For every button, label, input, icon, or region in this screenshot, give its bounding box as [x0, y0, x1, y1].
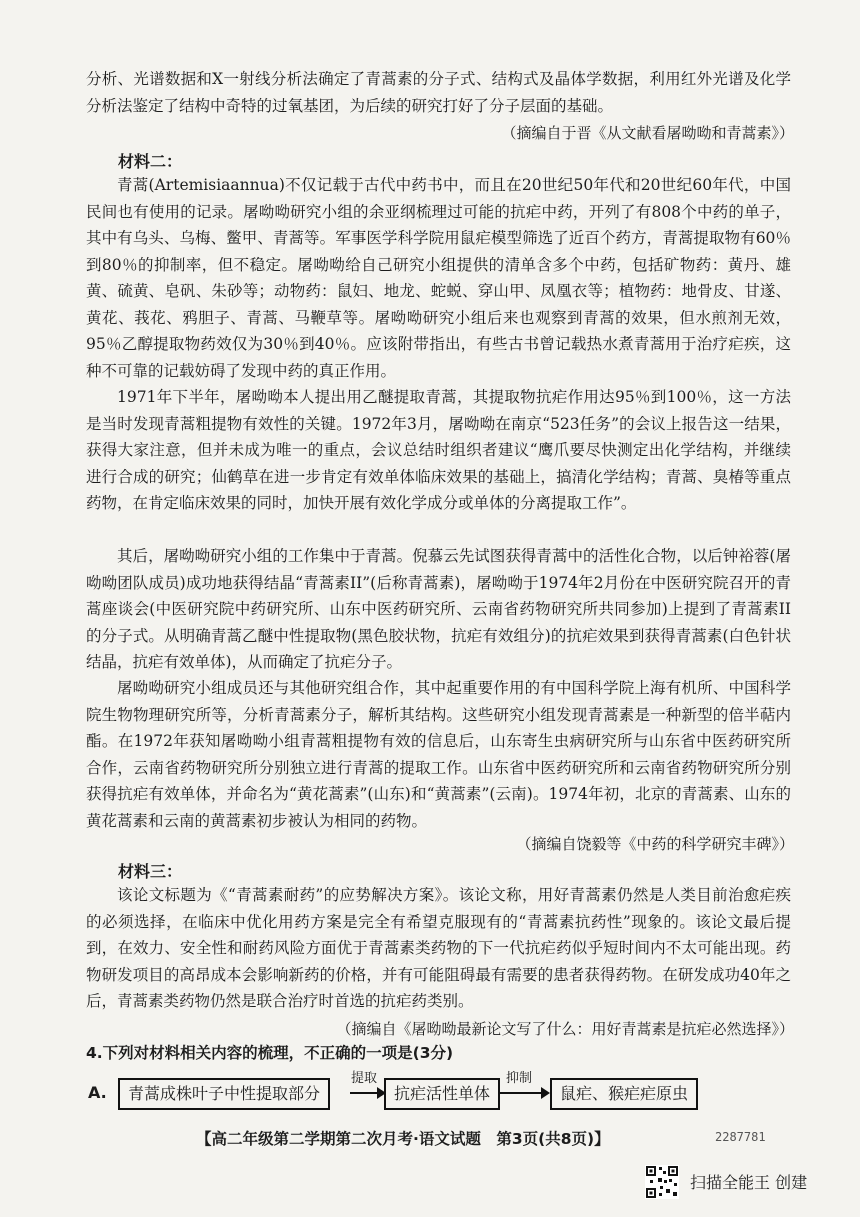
material2-heading: 材料二：: [118, 152, 183, 171]
qr-code-icon: [645, 1165, 679, 1199]
flow-arrow-2: [500, 1092, 548, 1094]
material2-paragraph-3: 其后，屠呦呦研究小组的工作集中于青蒿。倪慕云先试图获得青蒿中的活性化合物，以后钟裕蓉(屠呦呦团队成员)成功地获得结晶“青蒿素II”(后称青蒿素)，屠呦呦于1974年2月份在中医研究院召开的青蒿座谈会(中医研究院中药研究所、山东中医药研究所、云南省药物研究所共同参加)上提到了青蒿素II的分子式。从明确青蒿乙醚中性提取物(黑色胶状物，抗疟有效组分)的抗疟效果到获得青蒿素(白色针状结晶，抗疟有效单体)，从而确定了抗疟分子。: [86, 547, 791, 671]
material2-paragraph-2: 1971年下半年，屠呦呦本人提出用乙醚提取青蒿，其提取物抗疟作用达95％到100％，这一方法是当时发现青蒿粗提物有效性的关键。1972年3月，屠呦呦在南京“523任务”的会议上报告这一结果，获得大家注意，但并未成为唯一的重点，会议总结时组织者建议“鹰爪要尽快测定出化学结构，并继续进行合成的研究；仙鹤草在进一步肯定有效单体临床效果的基础上，搞清化学结构；青蒿、臭椿等重点药物，在肯定临床效果的同时，加快开展有效化学成分或单体的分离提取工作”。: [86, 388, 791, 512]
material2-source: （摘编自饶毅等《中药的科学研究丰碑》）: [516, 835, 794, 853]
question-4: 4.下列对材料相关内容的梳理，不正确的一项是(3分): [86, 1044, 454, 1062]
serial-number: 2287781: [715, 1130, 766, 1144]
material3-source: （摘编自《屠呦呦最新论文写了什么：用好青蒿素是抗疟必然选择》）: [336, 1020, 794, 1038]
material3-heading: 材料三：: [118, 862, 183, 881]
material2-paragraph-4: 屠呦呦研究小组成员还与其他研究组合作，其中起重要作用的有中国科学院上海有机所、中国科学院生物物理研究所等，分析青蒿素分子，解析其结构。这些研究小组发现青蒿素是一种新型的倍半萜内酯。在1972年获知屠呦呦小组青蒿粗提物有效的信息后，山东寄生虫病研究所与山东省中医药研究所合作，云南省药物研究所分别独立进行青蒿的提取工作。山东省中医药研究所和云南省药物研究所分别获得抗疟有效单体，并命名为“黄花蒿素”(山东)和“黄蒿素”(云南)。1974年初，北京的青蒿素、山东的黄花蒿素和云南的黄蒿素初步被认为相同的药物。: [86, 679, 791, 830]
flow-arrow-1: [350, 1092, 384, 1094]
intro-paragraph: 分析、光谱数据和X一射线分析法确定了青蒿素的分子式、结构式及晶体学数据，利用红外光谱及化学分析法鉴定了结构中奇特的过氧基团，为后续的研究打好了分子层面的基础。: [86, 70, 791, 115]
intro-source: （摘编自于晋《从文献看屠呦呦和青蒿素》）: [501, 124, 794, 142]
material3-paragraph: 该论文标题为《“青蒿素耐药”的应势解决方案》。该论文称，用好青蒿素仍然是人类目前治愈疟疾的必须选择，在临床中优化用药方案是完全有希望克服现有的“青蒿素抗药性”现象的。该论文最后提到，在效力、安全性和耐药风险方面优于青蒿素类药物的下一代抗疟药似乎短时间内不太可能出现。药物研发项目的高昂成本会影响新药的价格，并有可能阻碍最有需要的患者获得药物。在研发成功40年之后，青蒿素类药物仍然是联合治疗时首选的抗疟药类别。: [86, 886, 791, 1010]
material2-paragraph-1: 青蒿(Artemisiaannua)不仅记载于古代中药书中，而且在20世纪50年代和20世纪60年代，中国民间也有使用的记录。屠呦呦研究小组的余亚纲梳理过可能的抗疟中药，开列了有808个中药的单子，其中有乌头、乌梅、鳖甲、青蒿等。军事医学科学院用鼠疟模型筛选了近百个药方，青蒿提取物有60％到80％的抑制率，但不稳定。屠呦呦给自己研究小组提供的清单含多个中药，包括矿物药：黄丹、雄黄、硫黄、皂矾、朱砂等；动物药：鼠妇、地龙、蛇蜕、穿山甲、凤凰衣等；植物药：地骨皮、甘遂、黄花、莪花、鸦胆子、青蒿、马鞭草等。屠呦呦研究小组后来也观察到青蒿的效果，但水煎剂无效，95％乙醇提取物药效仅为30％到40％。应该附带指出，有些古书曾记载热水煮青蒿用于治疗疟疾，这种不可靠的记载妨碍了发现中药的真正作用。: [86, 176, 791, 380]
scanner-watermark: 扫描全能王 创建: [690, 1173, 808, 1192]
flow-box-active-unit: 抗疟活性单体: [384, 1078, 500, 1110]
flow-box-target: 鼠疟、猴疟疟原虫: [550, 1078, 698, 1110]
flow-arrow-1-label: 提取: [351, 1071, 378, 1086]
page-footer: 【高二年级第二学期第二次月考·语文试题 第3页(共8页)】: [196, 1130, 610, 1148]
flow-arrow-2-label: 抑制: [506, 1071, 533, 1086]
flow-box-source: 青蒿成株叶子中性提取部分: [118, 1078, 330, 1110]
option-a-flowchart: [88, 1071, 808, 1115]
option-letter: A.: [88, 1083, 107, 1102]
